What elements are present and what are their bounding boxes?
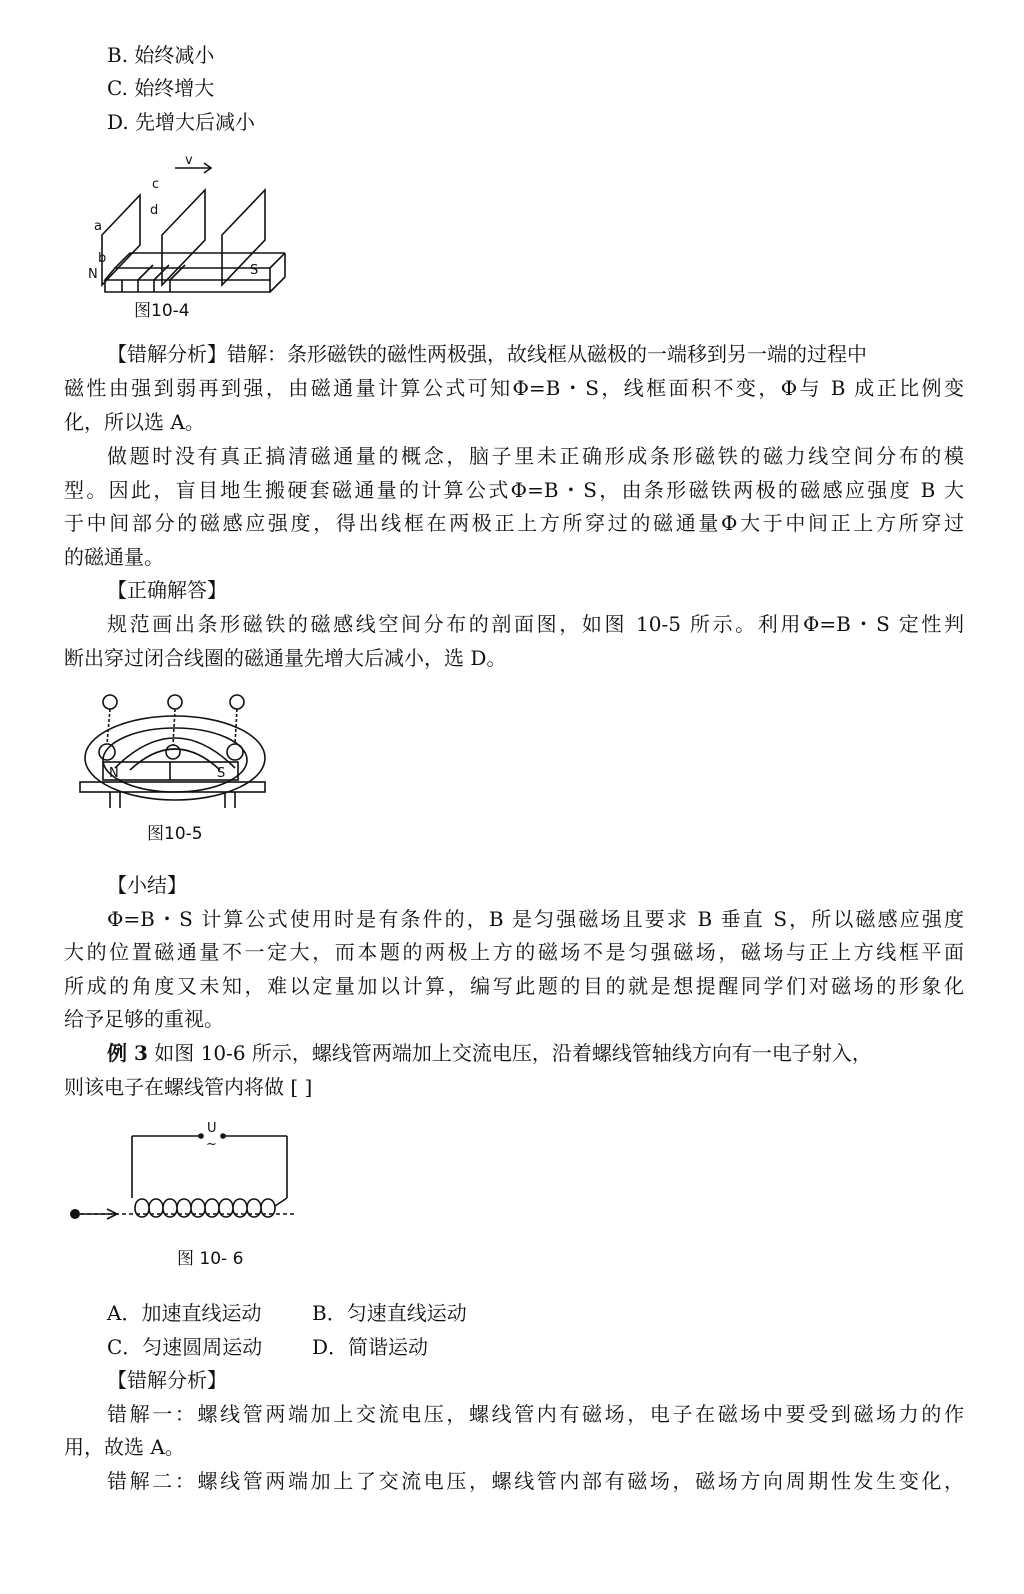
reason-line-1: 做题时没有真正搞清磁通量的概念，脑子里未正确形成条形磁铁的磁力线空间分布的模 xyxy=(107,444,964,468)
wrong-analysis-2-line-1: 错解一：螺线管两端加上交流电压，螺线管内有磁场，电子在磁场中要受到磁场力的作 xyxy=(107,1402,964,1426)
svg-text:c: c xyxy=(152,177,160,192)
summary-heading: 【小结】 xyxy=(107,873,187,897)
option-c2: C．匀速圆周运动 xyxy=(107,1335,263,1359)
example-3-line-2: 则该电子在螺线管内将做 [ ] xyxy=(64,1075,313,1099)
svg-text:U: U xyxy=(207,1121,217,1136)
option-b: B. 始终减小 xyxy=(107,43,215,67)
svg-text:v: v xyxy=(185,153,193,168)
figure-10-6 xyxy=(65,1118,305,1248)
figure-10-5 xyxy=(75,688,275,813)
svg-text:S: S xyxy=(217,766,226,781)
svg-text:~: ~ xyxy=(206,1137,217,1152)
option-c: C. 始终增大 xyxy=(107,76,215,100)
figure-10-4-caption: 图10-4 xyxy=(134,301,190,321)
example-3: 例 3 如图 10-6 所示，螺线管两端加上交流电压，沿着螺线管轴线方向有一电子射入， xyxy=(107,1041,872,1065)
wrong-analysis-1: 【错解分析】错解：条形磁铁的磁性两极强，故线框从磁极的一端移到另一端的过程中 xyxy=(107,342,867,366)
figure-10-4 xyxy=(80,150,300,320)
summary-line-3: 所成的角度又未知，难以定量加以计算，编写此题的目的就是想提醒同学们对磁场的形象化 xyxy=(64,974,964,998)
option-a2: A．加速直线运动 xyxy=(107,1301,262,1325)
figure-10-5-caption: 图10-5 xyxy=(147,824,203,844)
wrong-analysis-1-line-2: 磁性由强到弱再到强，由磁通量计算公式可知Φ=B・S，线框面积不变，Φ与 B 成正比例变 xyxy=(64,376,964,400)
reason-line-2: 型。因此，盲目地生搬硬套磁通量的计算公式Φ=B・S，由条形磁铁两极的磁感应强度 B 大 xyxy=(64,478,964,502)
summary-line-4: 给予足够的重视。 xyxy=(64,1007,224,1031)
wrong-analysis-1-line-3: 化，所以选 A。 xyxy=(64,410,205,434)
reason-line-3: 于中间部分的磁感应强度，得出线框在两极正上方所穿过的磁通量Φ大于中间正上方所穿过 xyxy=(64,511,964,535)
option-d2: D．简谐运动 xyxy=(312,1335,429,1359)
summary-line-2: 大的位置磁通量不一定大，而本题的两极上方的磁场不是匀强磁场，磁场与正上方线框平面 xyxy=(64,940,964,964)
svg-text:d: d xyxy=(150,203,159,218)
correct-line-1: 规范画出条形磁铁的磁感线空间分布的剖面图，如图 10-5 所示。利用Φ=B・S 定性判 xyxy=(107,612,964,636)
correct-line-2: 断出穿过闭合线圈的磁通量先增大后减小，选 D。 xyxy=(64,646,507,670)
option-d: D. 先增大后减小 xyxy=(107,110,256,134)
svg-text:N: N xyxy=(88,267,98,282)
figure-10-6-caption: 图 10- 6 xyxy=(177,1249,244,1269)
svg-text:a: a xyxy=(94,219,102,234)
svg-text:b: b xyxy=(98,251,107,266)
wrong-analysis-2-heading: 【错解分析】 xyxy=(107,1368,227,1392)
correct-heading: 【正确解答】 xyxy=(107,578,227,602)
svg-text:S: S xyxy=(250,263,259,278)
reason-line-4: 的磁通量。 xyxy=(64,545,164,569)
summary-line-1: Φ=B・S 计算公式使用时是有条件的，B 是匀强磁场且要求 B 垂直 S，所以磁感应强度 xyxy=(107,907,964,931)
option-b2: B．匀速直线运动 xyxy=(312,1301,467,1325)
svg-text:N: N xyxy=(109,766,119,781)
wrong-analysis-2-line-3: 错解二：螺线管两端加上了交流电压，螺线管内部有磁场，磁场方向周期性发生变化， xyxy=(107,1469,964,1493)
wrong-analysis-2-line-2: 用，故选 A。 xyxy=(64,1435,185,1459)
